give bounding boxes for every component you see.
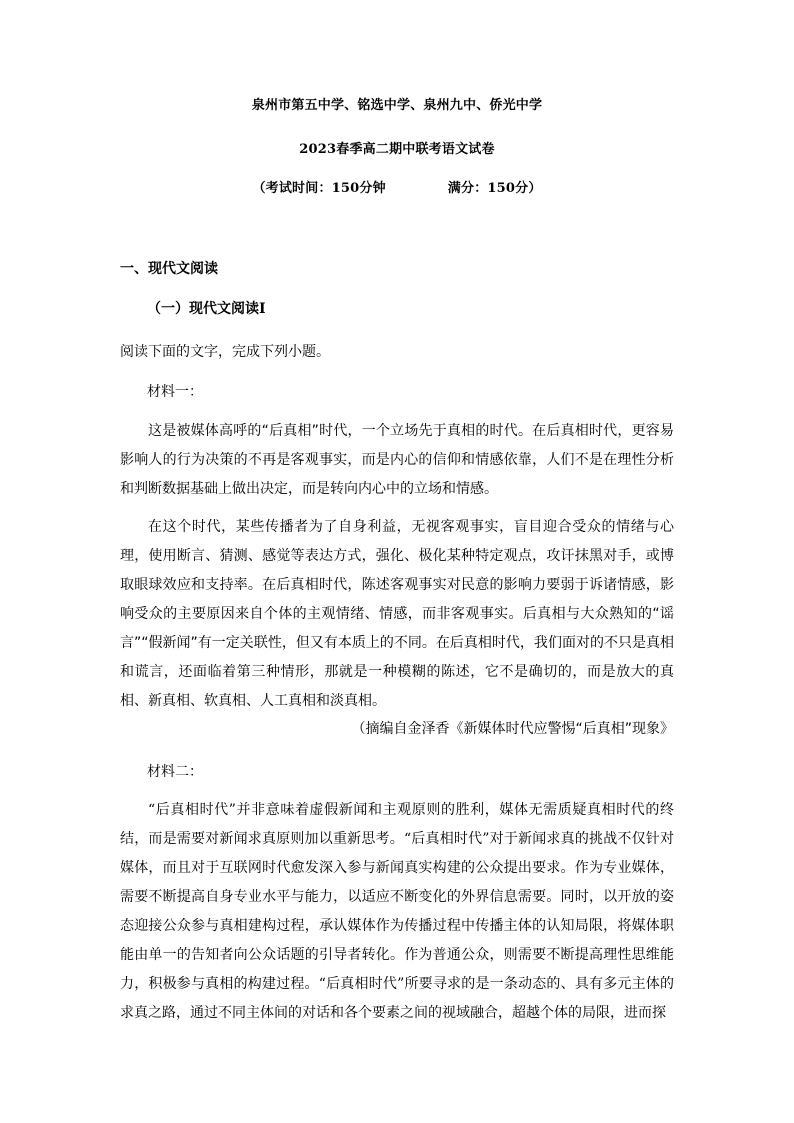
material-one-label: 材料一： <box>147 384 203 400</box>
full-score: 满分：150分） <box>447 181 542 196</box>
subsection-title: （一）现代文阅读Ⅰ <box>147 301 266 317</box>
exam-time: （考试时间：150分钟 <box>252 181 386 196</box>
material-two-paragraph-1: “后真相时代”并非意味着虚假新闻和主观原则的胜利，媒体无需质疑真相时代的终结，而是需要对新闻求真原则加以重新思考。“后真相时代”对于新闻求真的挑战不仅针对媒体，而且对于互联网时代愈发深入参与新闻真实构建的公众提出要求。作为专业媒体，需要不断提高自身专业水平与能力，以适应不断变化的外界信息需要。同时，以开放的姿态迎接公众参与真相建构过程，承认媒体作为传播过程中传播主体的认知局限，将媒体职能由单一的告知者向公众话题的引导者转化。作为普通公众，则需要不断提高理性思维能力，积极参与真相的构建过程。“后真相时代”所要寻求的是一条动态的、具有多元主体的求真之路，通过不同主体间的对话和各个要素之间的视域融合，超越个体的局限，进而探 <box>120 802 674 1021</box>
material-one-paragraph-1: 这是被媒体高呼的“后真相”时代，一个立场先于真相的时代。在后真相时代，更容易影响人的行为决策的不再是客观事实，而是内心的信仰和情感依靠，人们不是在理性分析和判断数据基础上做出决定，而是转向内心中的立场和情感。 <box>120 423 674 497</box>
exam-info <box>0 177 794 196</box>
exam-title: 2023春季高二期中联考语文试卷 <box>299 142 495 157</box>
material-two-label: 材料二： <box>147 764 203 780</box>
material-one-source: （摘编自金泽香《新媒体时代应警惕“后真相”现象》 <box>351 721 674 737</box>
section-title: 一、现代文阅读 <box>120 261 218 277</box>
school-names: 泉州市第五中学、铭选中学、泉州九中、侨光中学 <box>251 98 543 113</box>
reading-instruction: 阅读下面的文字，完成下列小题。 <box>120 344 330 360</box>
material-one-paragraph-2: 在这个时代，某些传播者为了自身利益，无视客观事实，盲目迎合受众的情绪与心理，使用断言、猜测、感觉等表达方式，强化、极化某种特定观点，攻讦抹黑对手，或博取眼球效应和支持率。在后真相时代，陈述客观事实对民意的影响力要弱于诉诸情感，影响受众的主要原因来自个体的主观情绪、情感，而非客观事实。后真相与大众熟知的“谣言”“假新闻”有一定关联性，但又有本质上的不同。在后真相时代，我们面对的不只是真相和谎言，还面临着第三种情形，那就是一种模糊的陈述，它不是确切的，而是放大的真相、新真相、软真相、人工真相和淡真相。 <box>120 519 674 709</box>
